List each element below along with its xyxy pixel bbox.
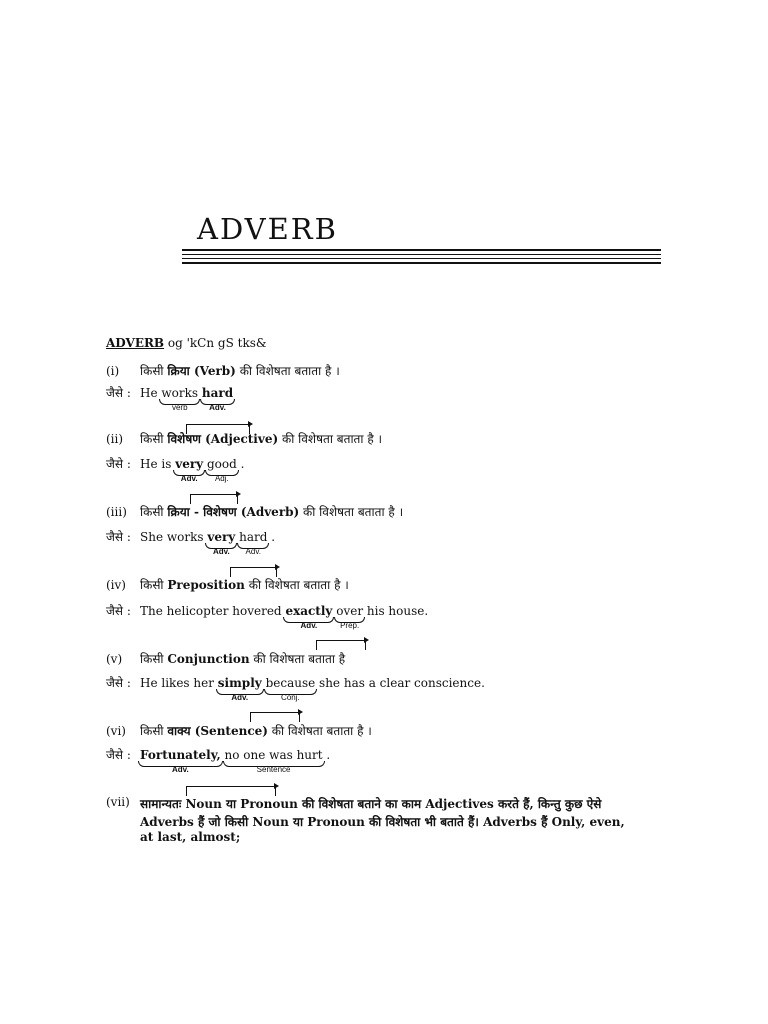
word-label: Adv. (212, 547, 230, 556)
word-label: Adv. (231, 693, 249, 702)
word-label: Adv. (180, 474, 198, 483)
word-label: Adv. (171, 765, 189, 774)
arrow-v (316, 640, 366, 650)
item-line (106, 722, 372, 739)
example-word (285, 604, 333, 630)
example-word-text: very (175, 457, 204, 471)
item-number: (v) (106, 652, 123, 666)
item-term: वाक्य (Sentence) (167, 724, 268, 738)
item-number: (vii) (106, 795, 130, 809)
word-label: Adv. (300, 621, 318, 630)
example-word-text: hard (201, 386, 234, 400)
arrow-vi (250, 712, 300, 722)
example-word-text: very (207, 530, 236, 544)
word-label: Adj. (214, 474, 229, 483)
item-vii-line3: at last, almost; (140, 830, 241, 844)
item-number: (iii) (106, 505, 127, 519)
item-rest: की विशेषता बताता है । (271, 724, 372, 738)
example-word (140, 748, 221, 774)
example-word (161, 386, 199, 412)
example-word-text: good (206, 457, 237, 471)
item-kisi: किसी (140, 652, 164, 666)
example-prefix: जैसे : (106, 457, 131, 471)
example-word-text: exactly (285, 604, 333, 618)
item-rest: की विशेषता बताता है । (248, 578, 349, 592)
item-number: (ii) (106, 432, 124, 446)
example-text: . (326, 748, 331, 762)
item-number: (vi) (106, 724, 126, 738)
item-example (106, 674, 485, 702)
item-example (106, 528, 276, 556)
item-rest: की विशेषता बताता है । (303, 505, 404, 519)
example-word-text: Fortunately, (140, 748, 221, 762)
example-word (239, 530, 268, 556)
example-word (224, 748, 323, 774)
item-line (106, 503, 403, 520)
item-example (106, 384, 234, 412)
item-rest: की विशेषता बताता है । (281, 432, 383, 446)
item-term: क्रिया - विशेषण (Adverb) (167, 505, 300, 519)
item-term: Conjunction (167, 652, 250, 666)
item-line (106, 430, 382, 447)
word-label: verb (171, 403, 188, 412)
example-word (207, 530, 236, 556)
example-word (336, 604, 364, 630)
title-rule-3 (182, 258, 661, 259)
example-text: She works (140, 530, 204, 544)
example-text: The helicopter hovered (140, 604, 282, 618)
word-label: Conj. (281, 693, 300, 702)
example-word-text: over (336, 604, 364, 618)
example-word (201, 386, 234, 412)
example-word-text: simply (217, 676, 262, 690)
example-prefix: जैसे : (106, 530, 131, 544)
example-text: He is (140, 457, 172, 471)
item-vii-line1: सामान्यतः Noun या Pronoun की विशेषता बताने का काम Adjectives करते हैं, किन्तु कुछ ऐसे (140, 797, 602, 811)
example-text: his house. (366, 604, 429, 618)
item-line (106, 362, 340, 379)
example-word (217, 676, 262, 702)
example-word (206, 457, 237, 483)
example-text: . (271, 530, 276, 544)
example-word (265, 676, 316, 702)
item-term: क्रिया (Verb) (167, 364, 236, 378)
example-text: . (240, 457, 245, 471)
example-word-text: no one was hurt (224, 748, 323, 762)
item-vii (106, 795, 130, 809)
item-kisi: किसी (140, 364, 164, 378)
item-rest: की विशेषता बताता है (253, 652, 346, 666)
word-label: Sentence (256, 765, 291, 774)
example-word-text: because (265, 676, 316, 690)
example-prefix: जैसे : (106, 386, 131, 400)
section-heading (106, 336, 267, 350)
item-kisi: किसी (140, 432, 164, 446)
item-example (106, 455, 245, 483)
item-number: (iv) (106, 578, 126, 592)
heading-bold: ADVERB (106, 336, 165, 350)
example-prefix: जैसे : (106, 676, 131, 690)
example-prefix: जैसे : (106, 604, 131, 618)
title-rule-1 (182, 249, 661, 251)
example-text: she has a clear conscience. (319, 676, 485, 690)
item-rest: की विशेषता बताता है । (239, 364, 340, 378)
item-term: Preposition (167, 578, 245, 592)
item-kisi: किसी (140, 724, 164, 738)
word-label: Adv. (209, 403, 226, 412)
example-text: He likes her (140, 676, 214, 690)
item-term: विशेषण (Adjective) (167, 432, 279, 446)
page-title: ADVERB (197, 212, 338, 246)
item-example (106, 746, 331, 774)
item-kisi: किसी (140, 578, 164, 592)
word-label: Prep. (340, 621, 360, 630)
word-label: Adv. (245, 547, 261, 556)
item-line (106, 650, 345, 667)
item-vii-line2: Adverbs हैं जो किसी Noun या Pronoun की विशेषता भी बताते हैं। Adverbs हैं Only, even, (140, 815, 625, 829)
example-word-text: hard (239, 530, 268, 544)
item-example (106, 602, 429, 630)
example-text: He (140, 386, 158, 400)
item-number: (i) (106, 364, 120, 378)
example-prefix: जैसे : (106, 748, 131, 762)
title-rule-4 (182, 262, 661, 264)
title-rule-2 (182, 254, 661, 255)
heading-rest: og 'kCn gS tks& (164, 336, 267, 350)
item-line (106, 576, 349, 593)
item-kisi: किसी (140, 505, 164, 519)
example-word (175, 457, 204, 483)
example-word-text: works (161, 386, 199, 400)
